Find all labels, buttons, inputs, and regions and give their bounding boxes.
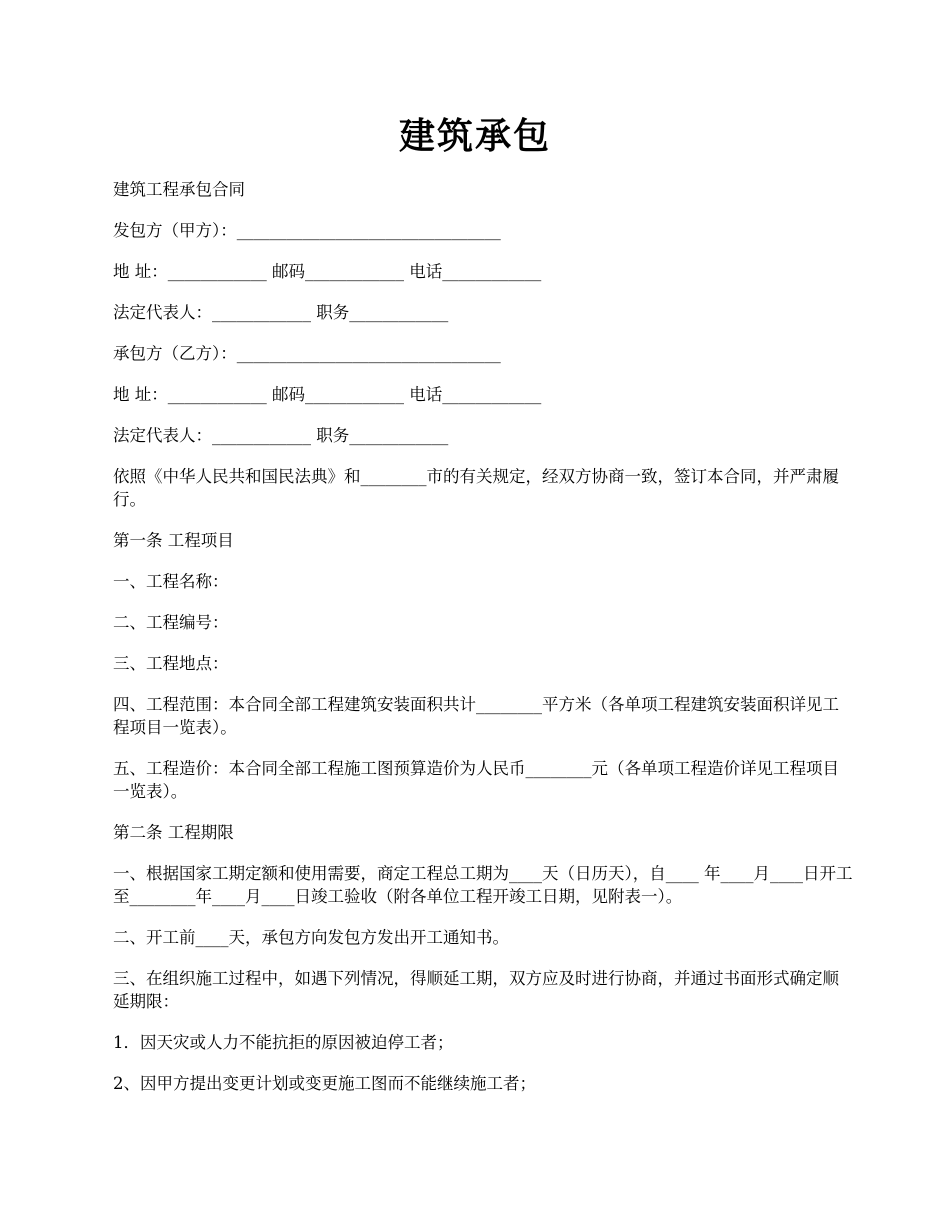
paragraph-total-period: 一、根据国家工期定额和使用需要，商定工程总工期为____天（日历天），自____ 年____月____日开工至________年____月____日竣工验收（附各单位工程开竣工日期，见附表一）。 (113, 864, 853, 906)
paragraph-project-scope: 四、工程范围：本合同全部工程建筑安装面积共计________平方米（各单项工程建筑安装面积详见工程项目一览表）。 (113, 695, 839, 737)
paragraph-party-b-representative: 法定代表人：____________ 职务____________ (113, 426, 449, 445)
section-heading-project: 第一条 工程项目 (113, 531, 234, 550)
paragraph-party-a: 发包方（甲方）：________________________________ (113, 221, 501, 240)
section-heading-period: 第二条 工程期限 (113, 823, 234, 842)
paragraph-party-a-representative: 法定代表人：____________ 职务____________ (113, 303, 449, 322)
paragraph-contract-name: 建筑工程承包合同 (113, 180, 245, 199)
list-item-force-majeure: 1．因天灾或人力不能抗拒的原因被迫停工者； (113, 1033, 454, 1052)
paragraph-legal-basis: 依照《中华人民共和国民法典》和________市的有关规定，经双方协商一致，签订本合同，并严肃履行。 (113, 467, 839, 509)
paragraph-project-name: 一、工程名称： (113, 572, 229, 591)
paragraph-project-number: 二、工程编号： (113, 613, 229, 632)
paragraph-project-location: 三、工程地点： (113, 654, 229, 673)
document-body (113, 178, 853, 1113)
document-title: 建筑承包 (398, 115, 551, 157)
paragraph-party-a-address: 地 址：____________ 邮码____________ 电话____________ (113, 262, 542, 281)
paragraph-party-b-address: 地 址：____________ 邮码____________ 电话____________ (113, 385, 542, 404)
paragraph-start-notice: 二、开工前____天，承包方向发包方发出开工通知书。 (113, 928, 509, 947)
paragraph-extension: 三、在组织施工过程中，如遇下列情况，得顺延工期，双方应及时进行协商，并通过书面形式确定顺延期限： (113, 969, 839, 1011)
list-item-plan-change: 2、因甲方提出变更计划或变更施工图而不能继续施工者； (113, 1074, 536, 1093)
paragraph-project-cost: 五、工程造价：本合同全部工程施工图预算造价为人民币________元（各单项工程造价详见工程项目一览表）。 (113, 759, 839, 801)
paragraph-party-b: 承包方（乙方）：________________________________ (113, 344, 501, 363)
